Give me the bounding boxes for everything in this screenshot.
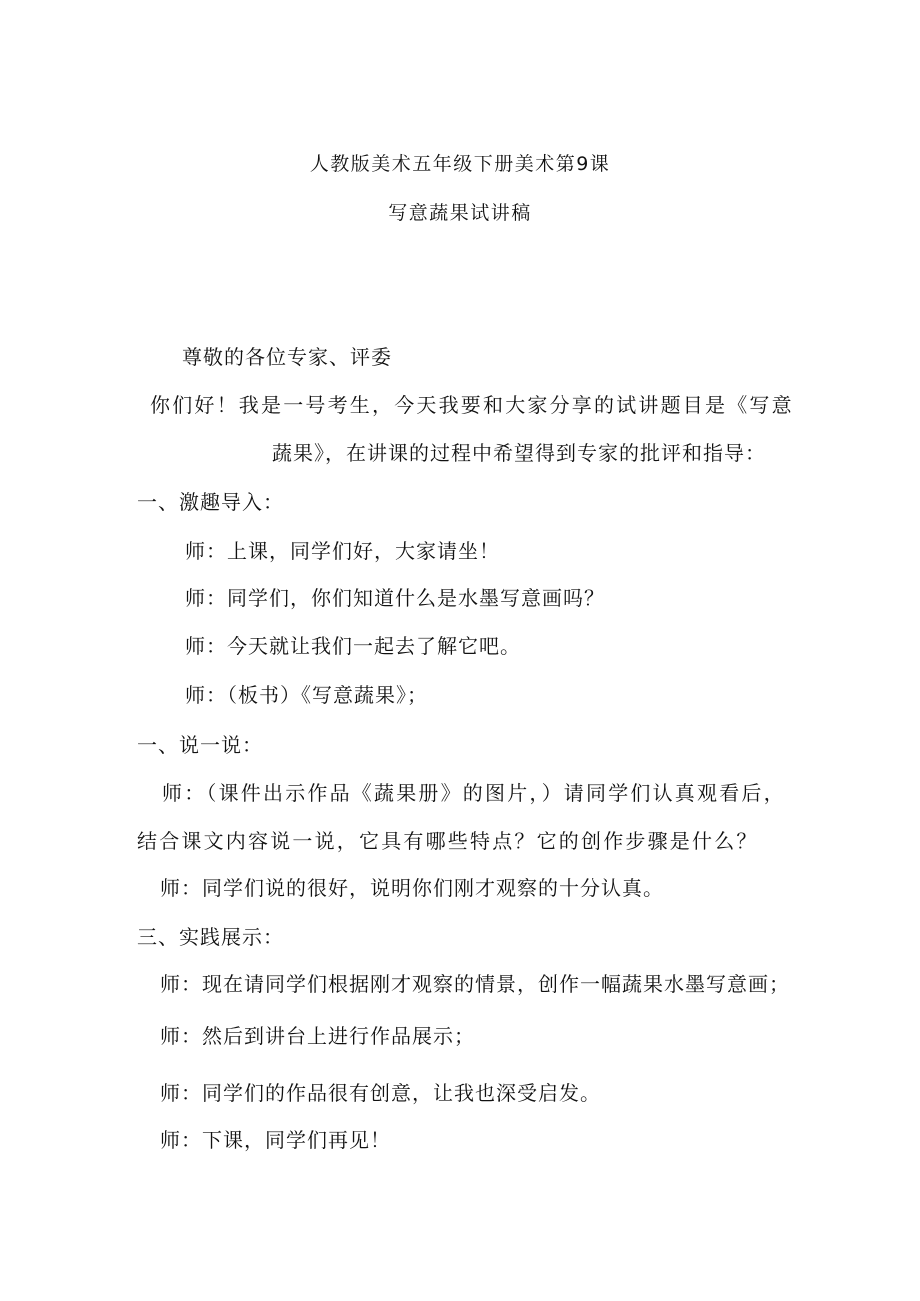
teacher-line: 师：同学们说的很好，说明你们刚才观察的十分认真。 bbox=[160, 876, 664, 900]
teacher-line: 师：同学们的作品很有创意，让我也深受启发。 bbox=[160, 1081, 601, 1105]
intro-line: 你们好！我是一号考生，今天我要和大家分享的试讲题目是《写意 bbox=[150, 393, 794, 417]
teacher-line: 师：下课，同学们再见！ bbox=[160, 1128, 391, 1152]
section-heading: 三、实践展示： bbox=[137, 925, 284, 949]
teacher-line: 师：同学们，你们知道什么是水墨写意画吗？ bbox=[185, 586, 605, 610]
teacher-line: 师：今天就让我们一起去了解它吧。 bbox=[185, 634, 521, 658]
teacher-line: 师：然后到讲台上进行作品展示； bbox=[160, 1024, 475, 1048]
teacher-line: 师：（课件出示作品《蔬果册》的图片，）请同学们认真观看后， bbox=[162, 781, 786, 805]
document-subtitle: 写意蔬果试讲稿 bbox=[388, 202, 532, 224]
teacher-line: 师：（板书）《写意蔬果》； bbox=[185, 683, 428, 707]
teacher-line: 师：上课，同学们好，大家请坐！ bbox=[185, 539, 500, 563]
teacher-line-continuation: 结合课文内容说一说，它具有哪些特点？它的创作步骤是什么？ bbox=[137, 829, 759, 853]
intro-continuation: 蔬果》，在讲课的过程中希望得到专家的批评和指导： bbox=[272, 441, 766, 465]
section-heading: 一、激趣导入： bbox=[137, 490, 284, 514]
document-title: 人教版美术五年级下册美术第9课 bbox=[309, 153, 611, 175]
greeting-line: 尊敬的各位专家、评委 bbox=[182, 345, 392, 369]
teacher-line: 师：现在请同学们根据刚才观察的情景，创作一幅蔬果水墨写意画； bbox=[160, 972, 790, 996]
section-heading: 一、说一说： bbox=[137, 733, 263, 757]
